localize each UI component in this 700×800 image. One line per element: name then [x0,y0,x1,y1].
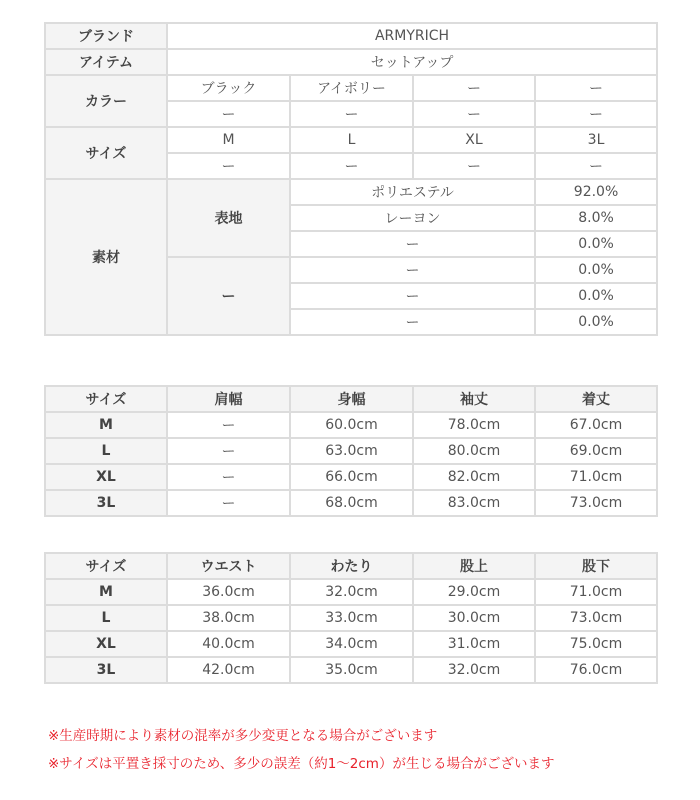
value-cell: 83.0cm [413,490,535,516]
material-name: ー [290,283,535,309]
material-name: ー [290,309,535,335]
size-cell: L [290,127,413,153]
value-cell: 63.0cm [290,438,413,464]
value-cell: 31.0cm [413,631,535,657]
size-cell: ー [167,153,290,179]
size-cell: ー [413,153,535,179]
value-cell: 71.0cm [535,464,657,490]
table-row [45,579,657,605]
value-cell: 32.0cm [413,657,535,683]
size-cell: L [45,605,167,631]
size-cell: ー [535,153,657,179]
value-cell: ー [167,438,290,464]
column-header: 身幅 [290,386,413,412]
column-header: ウエスト [167,553,290,579]
brand-row [45,23,657,49]
value-cell: 38.0cm [167,605,290,631]
header-row [45,553,657,579]
table-row [45,438,657,464]
column-header: サイズ [45,553,167,579]
material-label: 素材 [45,179,167,335]
material-name: ー [290,257,535,283]
size-label: サイズ [45,127,167,179]
color-row [45,75,657,101]
note-size: ※サイズは平置き採寸のため、多少の誤差（約1～2cm）が生じる場合がございます [48,756,555,772]
size-cell: M [167,127,290,153]
size-cell: ー [290,153,413,179]
value-cell: 34.0cm [290,631,413,657]
value-cell: 76.0cm [535,657,657,683]
value-cell: ー [167,464,290,490]
size-cell: XL [45,631,167,657]
material-percent: 92.0% [535,179,657,205]
size-cell: XL [45,464,167,490]
table-row [45,605,657,631]
color-cell: ー [413,101,535,127]
column-header: わたり [290,553,413,579]
size-cell: XL [413,127,535,153]
table-row [45,657,657,683]
size-cell: M [45,579,167,605]
value-cell: 73.0cm [535,490,657,516]
material-percent: 8.0% [535,205,657,231]
color-cell: ー [535,75,657,101]
color-cell: ー [535,101,657,127]
value-cell: 30.0cm [413,605,535,631]
value-cell: 78.0cm [413,412,535,438]
header-row [45,386,657,412]
material-percent: 0.0% [535,309,657,335]
product-spec-table [44,22,658,336]
column-header: 股上 [413,553,535,579]
value-cell: 32.0cm [290,579,413,605]
size-cell: 3L [45,490,167,516]
column-header: 着丈 [535,386,657,412]
note-material: ※生産時期により素材の混率が多少変更となる場合がございます [48,728,438,744]
value-cell: 36.0cm [167,579,290,605]
tops-size-table [44,385,658,517]
material-row [45,179,657,205]
material-percent: 0.0% [535,231,657,257]
column-header: 袖丈 [413,386,535,412]
material-name: ポリエステル [290,179,535,205]
material-percent: 0.0% [535,283,657,309]
value-cell: ー [167,490,290,516]
value-cell: 75.0cm [535,631,657,657]
value-cell: 66.0cm [290,464,413,490]
material-group-label: ー [167,257,290,335]
value-cell: 40.0cm [167,631,290,657]
table-row [45,412,657,438]
table-row [45,631,657,657]
color-label: カラー [45,75,167,127]
color-cell: ー [413,75,535,101]
brand-value: ARMYRICH [167,23,657,49]
value-cell: 35.0cm [290,657,413,683]
value-cell: 29.0cm [413,579,535,605]
material-group-label: 表地 [167,179,290,257]
material-name: ー [290,231,535,257]
color-cell: ー [290,101,413,127]
size-cell: M [45,412,167,438]
size-cell: 3L [45,657,167,683]
brand-label: ブランド [45,23,167,49]
value-cell: 60.0cm [290,412,413,438]
value-cell: 67.0cm [535,412,657,438]
value-cell: 33.0cm [290,605,413,631]
value-cell: ー [167,412,290,438]
value-cell: 42.0cm [167,657,290,683]
notes [48,722,554,778]
table-row [45,464,657,490]
value-cell: 82.0cm [413,464,535,490]
size-cell: 3L [535,127,657,153]
material-name: レーヨン [290,205,535,231]
value-cell: 68.0cm [290,490,413,516]
value-cell: 69.0cm [535,438,657,464]
column-header: 肩幅 [167,386,290,412]
column-header: サイズ [45,386,167,412]
value-cell: 80.0cm [413,438,535,464]
item-row [45,49,657,75]
material-percent: 0.0% [535,257,657,283]
table-row [45,490,657,516]
value-cell: 71.0cm [535,579,657,605]
item-label: アイテム [45,49,167,75]
size-row [45,127,657,153]
color-cell: アイボリー [290,75,413,101]
bottoms-size-table [44,552,658,684]
item-value: セットアップ [167,49,657,75]
color-cell: ー [167,101,290,127]
column-header: 股下 [535,553,657,579]
size-cell: L [45,438,167,464]
color-cell: ブラック [167,75,290,101]
value-cell: 73.0cm [535,605,657,631]
